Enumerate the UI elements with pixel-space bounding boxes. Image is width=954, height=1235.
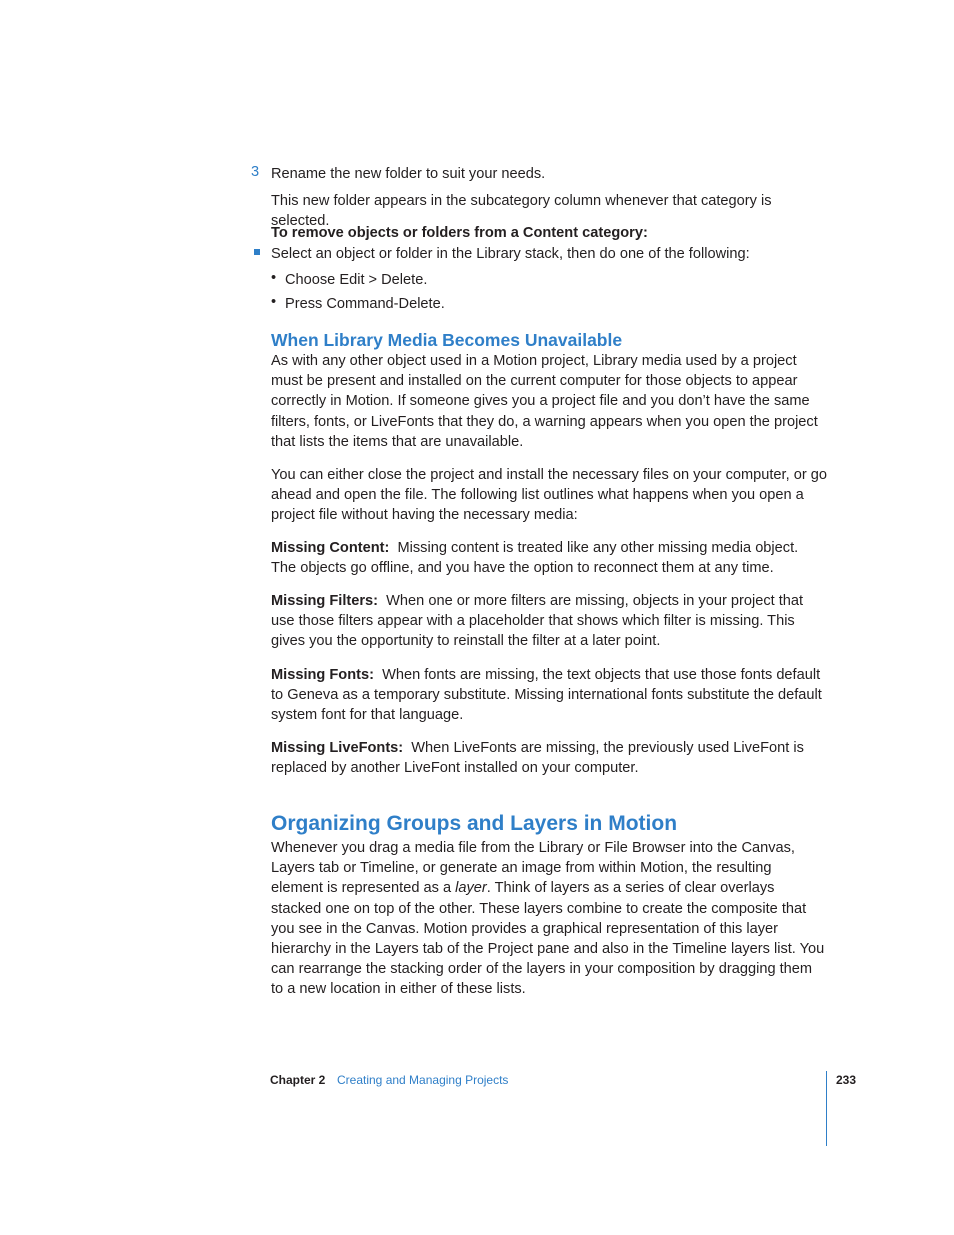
term: Missing LiveFonts: bbox=[271, 740, 404, 756]
dot-bullet-icon: • bbox=[271, 294, 277, 310]
missing-fonts-item bbox=[271, 665, 827, 726]
missing-filters-item bbox=[271, 591, 827, 652]
term: Missing Content: bbox=[271, 540, 390, 556]
term: Missing Filters: bbox=[271, 593, 379, 609]
page-number: 233 bbox=[836, 1073, 857, 1087]
footer-chapter-title: Creating and Managing Projects bbox=[337, 1073, 509, 1087]
section-heading-unavailable-media: When Library Media Becomes Unavailable bbox=[271, 330, 623, 350]
sub-bullet-command-delete: Press Command-Delete. bbox=[285, 296, 445, 312]
missing-livefonts-item bbox=[271, 738, 827, 778]
step-note: This new folder appears in the subcategory column whenever that category is selected. bbox=[271, 193, 772, 230]
footer-divider bbox=[826, 1071, 827, 1146]
definition: When one or more filters are missing, objects in your project that use those filters appear with a placeholder that shows which filter is missing. This gives you the opportunity to reinstall the filter at a later point. bbox=[271, 593, 804, 650]
term: Missing Fonts: bbox=[271, 667, 374, 683]
step-number: 3 bbox=[251, 164, 260, 180]
emphasis: layer bbox=[455, 880, 487, 897]
paragraph: As with any other object used in a Motion project, Library media used by a project must be present and installed on the current computer for those objects to appear correctly in Motion. If someone gives you a project file and you don’t have the same filters, fonts, or LiveFonts that they do, a warning appears when you open the project that lists the items that are unavailable. bbox=[271, 353, 818, 450]
paragraph bbox=[271, 838, 827, 1000]
text-run: . Think of layers as a series of clear overlays stacked one on top of the other. These layers combine to create the composite that you see in the Canvas. Motion provides a graphical representation of this layer hierarchy in the Layers tab of the Project pane and also in the Timeline layers list. You can rearrange the stacking order of the layers in your composition by dragging them to a new location in either of these lists. bbox=[271, 880, 825, 998]
sub-bullet-delete: Choose Edit > Delete. bbox=[285, 272, 428, 288]
missing-content-item bbox=[271, 538, 827, 578]
remove-heading: To remove objects or folders from a Content category: bbox=[271, 225, 648, 241]
paragraph: You can either close the project and install the necessary files on your computer, or go ahead and open the file. The following list outlines what happens when you open a project file without having the necessary media: bbox=[271, 467, 827, 524]
definition: When fonts are missing, the text objects that use those fonts default to Geneva as a temporary substitute. Missing international fonts substitute the default system font for that language. bbox=[271, 667, 822, 724]
dot-bullet-icon: • bbox=[271, 270, 277, 286]
step-text: Rename the new folder to suit your needs. bbox=[271, 166, 546, 182]
remove-bullet-text: Select an object or folder in the Library stack, then do one of the following: bbox=[271, 246, 750, 262]
square-bullet-icon bbox=[254, 249, 260, 255]
section-heading-organizing-layers: Organizing Groups and Layers in Motion bbox=[271, 812, 678, 835]
definition: When LiveFonts are missing, the previously used LiveFont is replaced by another LiveFont installed on your computer. bbox=[271, 740, 804, 777]
definition: Missing content is treated like any other missing media object. The objects go offline, and you have the option to reconnect them at any time. bbox=[271, 540, 799, 577]
text-run: Whenever you drag a media file from the Library or File Browser into the Canvas, Layers tab or Timeline, or generate an image from within Motion, the resulting element is represented as a bbox=[271, 840, 795, 897]
footer-chapter: Chapter 2 bbox=[270, 1073, 326, 1087]
